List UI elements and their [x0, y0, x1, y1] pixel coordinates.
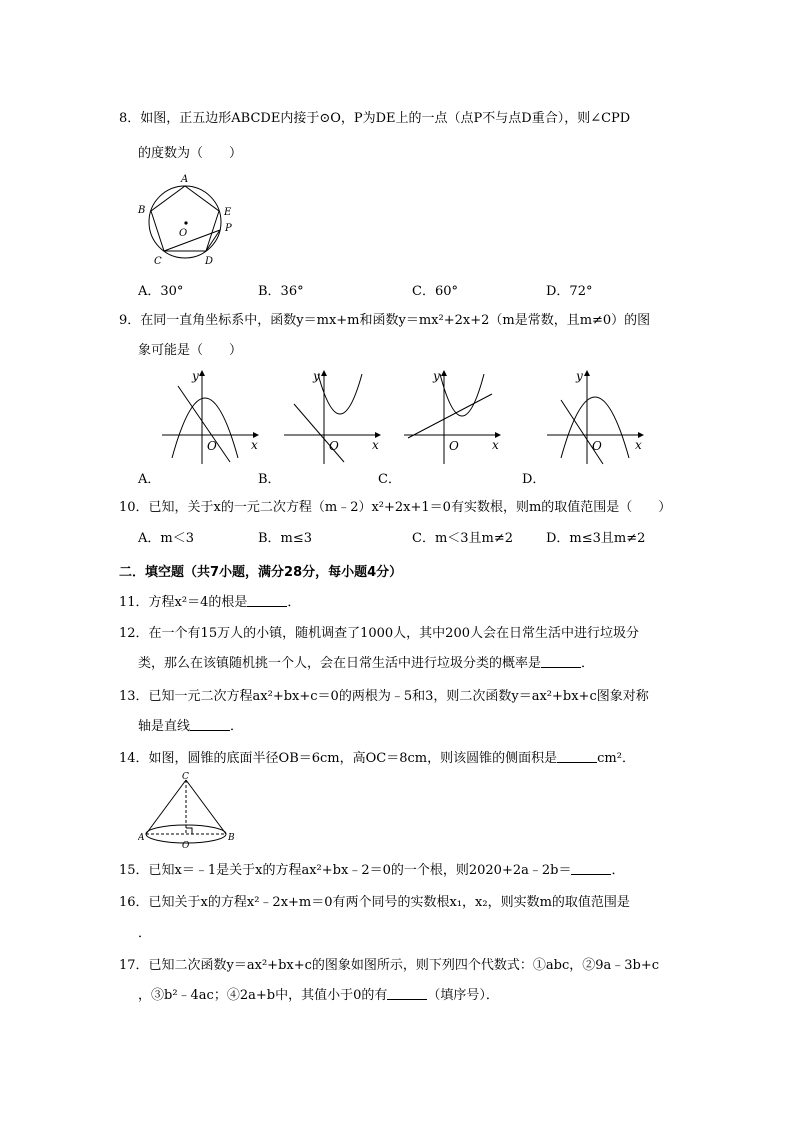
svg-text:y: y — [313, 369, 320, 383]
q13-text: 轴是直线 — [138, 719, 191, 734]
svg-text:x: x — [492, 438, 499, 452]
graph-c — [402, 366, 512, 466]
q17-line2 — [138, 987, 499, 1005]
q9-line2: 象可能是（ ） — [138, 343, 243, 358]
q8-choice-b: B．36° — [258, 284, 304, 299]
svg-text:y: y — [192, 369, 199, 383]
svg-text:O: O — [449, 439, 459, 453]
section2-title: 二．填空题（共7小题，满分28分，每小题4分） — [119, 565, 403, 580]
graph-d-label: D． — [522, 472, 546, 487]
label-a: A — [181, 174, 189, 185]
q11-blank[interactable] — [247, 594, 287, 607]
q17-end: （填序号）． — [427, 988, 499, 1003]
q15-blank[interactable] — [571, 862, 611, 875]
pentagon-circle-figure — [132, 170, 242, 270]
q15-end: ． — [611, 863, 625, 878]
label-d: D — [205, 256, 214, 267]
q14-end: cm²． — [597, 751, 635, 766]
graph-a-label: A． — [138, 472, 161, 487]
label-c: C — [154, 256, 162, 267]
q8-line2: 的度数为（ ） — [138, 146, 243, 161]
q10-choice-b: B．m≤3 — [258, 531, 313, 546]
q10-line1: 10．已知，关于x的一元二次方程（m﹣2）x²+2x+1＝0有实数根，则m的取值范围是（ ） — [119, 500, 672, 515]
label-b: B — [138, 205, 146, 216]
svg-text:y: y — [576, 369, 583, 383]
q14-text: 14．如图，圆锥的底面半径OB＝6cm，高OC＝8cm，则该圆锥的侧面积是 — [119, 751, 558, 766]
q10-choice-d: D．m≤3且m≠2 — [546, 531, 646, 546]
q15-text: 15．已知x＝﹣1是关于x的方程ax²+bx﹣2＝0的一个根，则2020+2a﹣2b＝ — [119, 863, 572, 878]
svg-text:O: O — [207, 439, 217, 453]
q17-text: ，③b²﹣4ac；④2a+b中，其值小于0的有 — [138, 988, 388, 1003]
q12-line2 — [138, 655, 594, 673]
label-p: P — [225, 223, 232, 234]
svg-text:B: B — [228, 833, 235, 843]
label-o: O — [179, 228, 188, 239]
graph-a — [160, 366, 270, 466]
svg-text:C: C — [182, 772, 189, 782]
graph-b-label: B． — [258, 472, 281, 487]
q11-end: ． — [287, 595, 301, 610]
q17-line1: 17．已知二次函数y＝ax²+bx+c的图象如图所示，则下列四个代数式：①abc，②9a﹣3b+c — [119, 958, 660, 973]
q12-end: ． — [581, 656, 595, 671]
q10-choice-c: C．m＜3且m≠2 — [412, 531, 514, 546]
svg-text:x: x — [635, 438, 642, 452]
q13-end: ． — [230, 719, 244, 734]
label-e: E — [224, 207, 232, 218]
segment-cp — [164, 230, 220, 251]
q9-line1: 9．在同一直角坐标系中，函数y＝mx+m和函数y＝mx²+2x+2（m是常数，且m≠0）的图 — [119, 313, 651, 328]
graph-d — [545, 366, 655, 466]
q12-line1: 12．在一个有15万人的小镇，随机调查了1000人，其中200人会在日常生活中进行垃圾分 — [119, 626, 639, 641]
q16-line2: ． — [138, 926, 152, 941]
q12-blank[interactable] — [541, 655, 581, 668]
q14-line1 — [119, 750, 635, 768]
graph-b — [282, 366, 392, 466]
q8-choice-a: A．30° — [138, 284, 184, 299]
q15 — [119, 862, 624, 880]
pentagon-abcde — [151, 186, 219, 251]
q11-text: 11．方程x²＝4的根是 — [119, 595, 248, 610]
q8-choice-d: D．72° — [546, 284, 593, 299]
q12-text: 类，那么在该镇随机挑一个人，会在日常生活中进行垃圾分类的概率是 — [138, 656, 542, 671]
svg-text:O: O — [182, 841, 190, 850]
svg-text:O: O — [592, 439, 602, 453]
q13-blank[interactable] — [190, 718, 230, 731]
svg-text:x: x — [372, 438, 379, 452]
center-dot — [184, 221, 187, 224]
q13-line1: 13．已知一元二次方程ax²+bx+c＝0的两根为﹣5和3，则二次函数y＝ax²+bx+c图象对称 — [119, 689, 649, 704]
q10-choice-a: A．m＜3 — [138, 531, 194, 546]
svg-text:y: y — [433, 369, 440, 383]
graph-c-label: C． — [378, 472, 401, 487]
svg-text:O: O — [329, 439, 339, 453]
svg-text:x: x — [251, 438, 258, 452]
q16-line1: 16．已知关于x的方程x²﹣2x+m＝0有两个同号的实数根x₁，x₂，则实数m的取值范围是 — [119, 895, 630, 910]
q13-line2 — [138, 718, 243, 736]
q17-blank[interactable] — [387, 987, 427, 1000]
cone-figure — [138, 772, 238, 850]
q11 — [119, 594, 300, 612]
q14-blank[interactable] — [557, 750, 597, 763]
svg-text:A: A — [138, 833, 145, 843]
q8-choice-c: C．60° — [412, 284, 458, 299]
q8-line1: 8．如图，正五边形ABCDE内接于⊙O，P为DE上的一点（点P不与点D重合），则∠CPD — [119, 111, 631, 126]
